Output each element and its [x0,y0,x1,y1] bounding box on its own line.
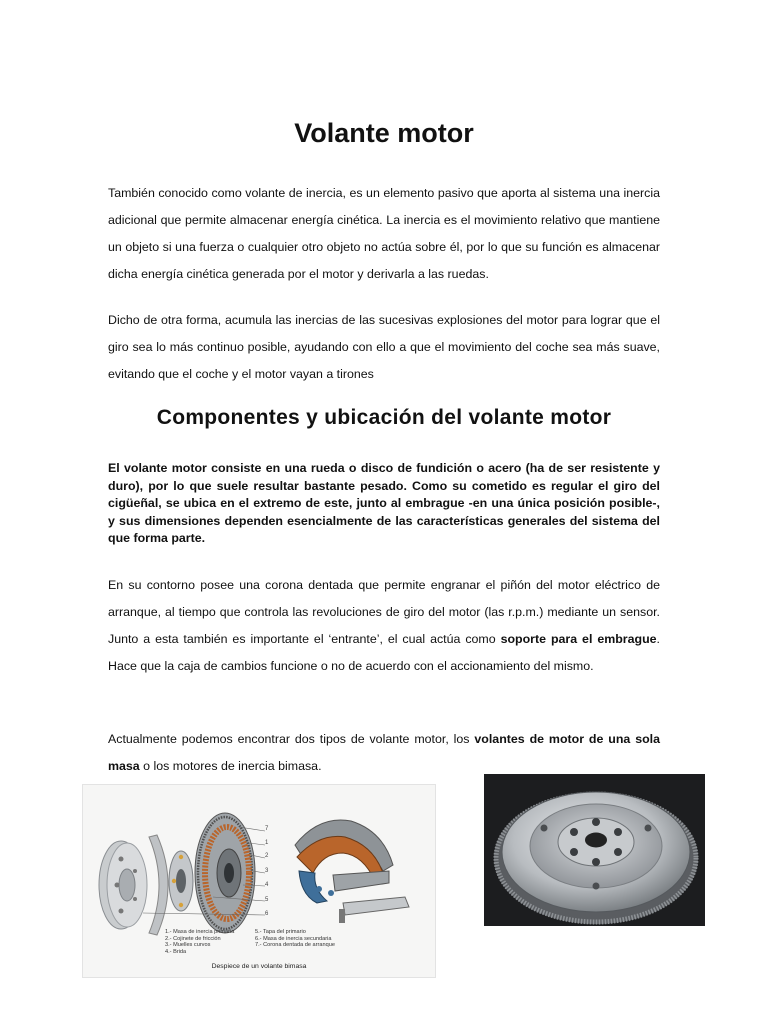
cutaway-view [295,820,409,923]
page-title: Volante motor [294,118,474,148]
dual-mass-flywheel-diagram: 7 1 2 3 4 5 6 1.- Masa de inercia primaria 2.- Cojinete de fricción 3.- Muelles curvos 4.- Brida 5.- Tapa del primario 6.- Masa de inercia secundaria 7.- Corona dentada de arranque Despiece de un volante bimasa [82,784,436,978]
contour-paragraph: En su contorno posee una corona dentada que permite engranar el piñón del motor eléctrico de arranque, al tiempo que controla las revoluciones de giro del motor (las r.p.m.) mediante un sensor. Junto a esta también es importante el ‘entrante’, el cual actúa como soporte para el embrague. Hace que la caja de cambios funcione o no de acuerdo con el accionamiento del mismo. [108,578,660,673]
flange [169,851,193,911]
bold-phrase: volantes de motor de una sola masa [108,732,660,773]
intro-paragraph-2: Dicho de otra forma, acumula las inercias de las sucesivas explosiones del motor para lograr que el giro sea lo más continuo posible, ayudando con ello a que el movimiento del coche sea más suave, evitando que el coche y el motor vayan a tirones [108,313,660,381]
bold-phrase: soporte para el embrague [500,632,657,646]
intro-paragraph-1: También conocido como volante de inercia, es un elemento pasivo que aporta al sistema una inercia adicional que permite almacenar energía cinética. La inercia es el movimiento relativo que mantiene un objeto si una fuerza o cualquier otro objeto no actúa sobre él, por lo que su función es almacenar dicha energía cinética generada por el motor y derivarla a las ruedas. [108,186,660,281]
flywheel-photo-illustration [484,774,705,926]
secondary-mass-disc [99,841,147,929]
figure-caption: Despiece de un volante bimasa [211,963,307,970]
legend-left: 1.- Masa de inercia primaria 2.- Cojinete de fricción 3.- Muelles curvos 4.- Brida [165,929,235,955]
legend-right: 5.- Tapa del primario 6.- Masa de inercia secundaria 7.- Corona dentada de arranque [255,929,335,949]
types-paragraph: Actualmente podemos encontrar dos tipos de volante motor, los volantes de motor de una sola masa o los motores de inercia bimasa. [108,732,660,773]
flywheel-photo [484,774,705,926]
section-heading: Componentes y ubicación del volante motor [156,406,612,429]
primary-mass-with-springs [195,813,255,933]
description-paragraph: El volante motor consiste en una rueda o disco de fundición o acero (ha de ser resistente y duro), por lo que suele resultar bastante pesado. Como su cometido es regular el giro del cigüeñal, se ubica en el extremo de este, junto al embrague -en una única posición posible-, y sus dimensiones dependen esencialmente de las características generales del sistema del que forma parte. [108,461,660,545]
primary-cover-plate [149,835,168,935]
